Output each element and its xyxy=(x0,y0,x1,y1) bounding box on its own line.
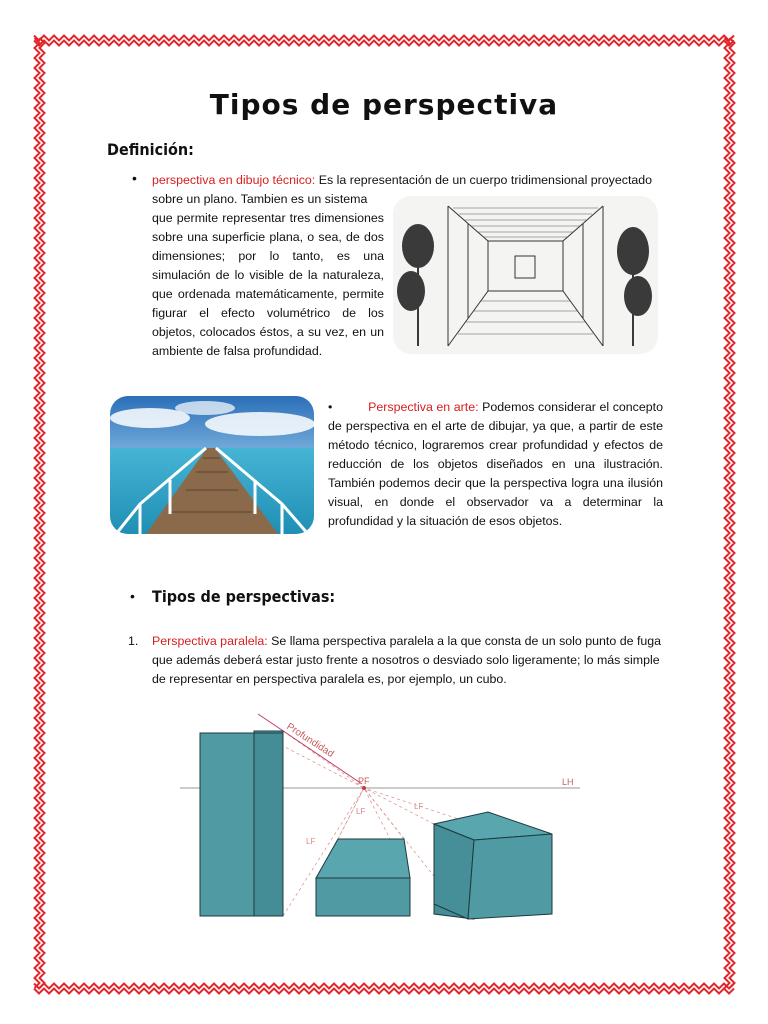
section1-body: que permite representar tres dimensiones sobre una superficie plana, o sea, de dos dimensiones; por lo tanto, es una simulación de lo visible de la naturaleza, que ordenada matemáticamente, permite figurar el efecto volumétrico de los objetos, colocados éstos, a su vez, en un ambiente de falsa profundidad. xyxy=(152,211,384,358)
lf-label-2: LF xyxy=(356,807,366,816)
section2-body: Podemos considerar el concepto de perspectiva en el arte de dibujar, ya que, a partir de este método técnico, lograremos crear profundidad y efectos de reducción de los objetos diseñados en una ilustración. También podemos decir que la perspectiva logra una ilusión visual, en donde el observador va a determinar la profundidad y la situación de esos objetos. xyxy=(328,400,663,528)
bullet-icon: • xyxy=(132,170,137,186)
section1-line1: Es la representación de un cuerpo tridimensional proyectado xyxy=(318,173,653,187)
lh-label: LH xyxy=(562,777,574,787)
page-title: Tipos de perspectiva xyxy=(209,88,559,121)
section2-paragraph xyxy=(328,398,663,531)
definicion-heading: Definición: xyxy=(107,140,194,159)
bullet-icon: • xyxy=(130,588,135,604)
section1-first-line xyxy=(152,171,692,190)
profundidad-label: Profundidad xyxy=(284,721,336,760)
item1-paragraph xyxy=(152,632,664,689)
tall-box xyxy=(200,731,283,916)
section1-line2: sobre un plano. Tambien es un sistema xyxy=(152,192,368,206)
parallel-perspective-diagram xyxy=(178,706,588,926)
pf-label: PF xyxy=(358,776,370,786)
lf-label-3: LF xyxy=(414,802,424,811)
pier-perspective-image xyxy=(110,396,314,534)
small-box xyxy=(316,839,410,916)
lf-label-1: LF xyxy=(306,837,316,846)
section1-term: perspectiva en dibujo técnico: xyxy=(152,173,316,187)
list-number: 1. xyxy=(128,634,139,648)
item1-term: Perspectiva paralela: xyxy=(152,634,268,648)
tipos-heading: Tipos de perspectivas: xyxy=(152,587,336,606)
vanishing-point xyxy=(362,786,366,790)
section2-term: Perspectiva en arte: xyxy=(368,400,479,414)
bullet-icon: • xyxy=(328,400,369,414)
hallway-perspective-image xyxy=(393,196,658,354)
item1-body: Se llama perspectiva paralela a la que consta de un solo punto de fuga que además deberá estar justo frente a nosotros o desviado solo ligeramente; lo más simple de representar en perspectiva paralela es, por ejemplo, un cubo. xyxy=(152,634,662,686)
right-box xyxy=(434,812,552,919)
